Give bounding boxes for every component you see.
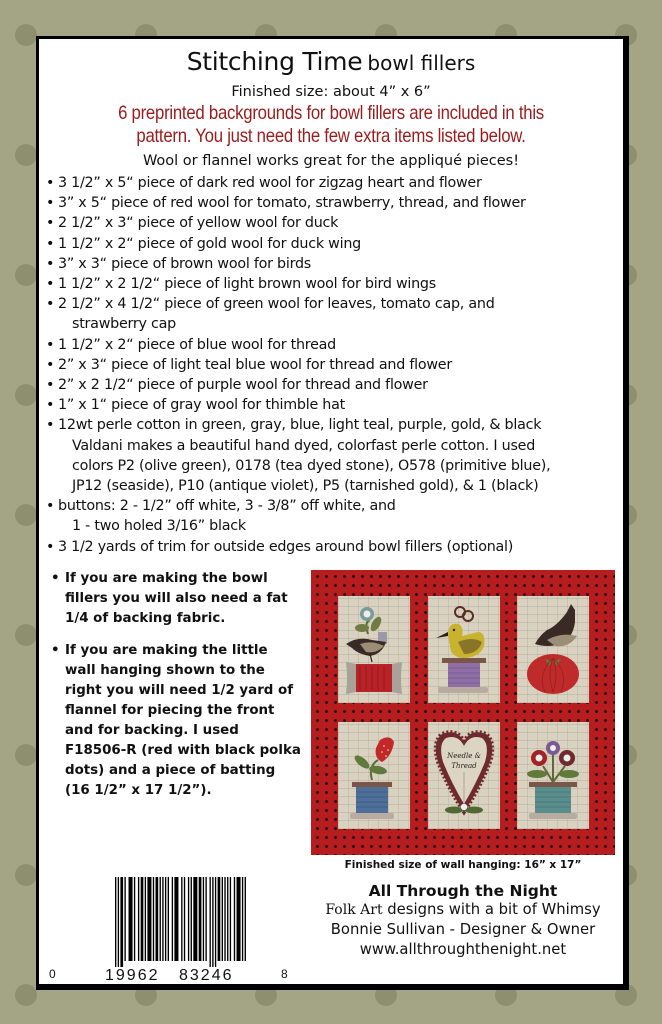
backing-notes bbox=[51, 569, 301, 813]
materials-item bbox=[46, 415, 621, 496]
materials-item-continuation: 1 - two holed 3/16” black bbox=[72, 518, 246, 535]
barcode-bar bbox=[191, 877, 192, 961]
barcode-bar bbox=[120, 877, 123, 967]
materials-item-text: buttons: 2 - 1/2” off white, 3 - 3/8” off white, and bbox=[58, 498, 396, 515]
bird-icon bbox=[346, 639, 386, 662]
materials-item-text: 3 1/2 yards of trim for outside edges around bowl fillers (optional) bbox=[58, 538, 514, 555]
backing-note: • If you are making the bowl fillers you will also need a fat 1/4 of backing fabric. bbox=[51, 569, 301, 629]
quilt-block-flowers-teal-spool bbox=[517, 722, 589, 829]
duck-icon bbox=[436, 624, 484, 658]
background-dot bbox=[15, 384, 37, 406]
barcode-bar bbox=[205, 877, 206, 961]
designer-credit: Bonnie Sullivan - Designer & Owner bbox=[330, 921, 596, 938]
barcode-bar bbox=[222, 877, 223, 961]
brand-tagline bbox=[311, 900, 615, 920]
barcode-bar bbox=[138, 877, 139, 961]
barcode-bar bbox=[184, 877, 185, 961]
materials-item-text: 3” x 5“ piece of red wool for tomato, strawberry, thread, and flower bbox=[58, 195, 526, 212]
website-link[interactable]: www.allthroughthenight.net bbox=[359, 941, 567, 958]
materials-item bbox=[46, 395, 621, 415]
background-dot bbox=[15, 264, 37, 286]
barcode-digit-right: 8 bbox=[281, 967, 288, 981]
barcode-bar bbox=[145, 877, 146, 961]
background-dot bbox=[15, 24, 37, 46]
red-spool-icon bbox=[346, 662, 402, 694]
bird-icon bbox=[535, 604, 577, 646]
barcode-bar bbox=[156, 877, 159, 961]
page-title bbox=[39, 47, 623, 76]
backing-note: • If you are making the little wall hanging shown to the right you will need 1/2 yard of flannel for piecing the front and for backing. I used F18506-R (red with black polka dots) and a piece of batting (16 1/2” x 17 1/2”). bbox=[51, 641, 301, 801]
wool-note: Wool or flannel works great for the appliqué pieces! bbox=[142, 153, 520, 169]
barcode-bar bbox=[153, 877, 154, 961]
strawberry-icon bbox=[376, 737, 394, 762]
quilt-block-needle-thread-heart bbox=[428, 722, 500, 829]
barcode-bar bbox=[118, 877, 119, 967]
materials-item bbox=[46, 274, 621, 294]
materials-item-text: 1 1/2” x 2“ piece of blue wool for thread bbox=[58, 336, 336, 353]
preprinted-note-line1: 6 preprinted backgrounds for bowl fillers are included in this bbox=[118, 102, 544, 124]
materials-item-text: 3” x 3“ piece of brown wool for birds bbox=[58, 255, 312, 272]
materials-item bbox=[46, 234, 621, 254]
barcode-bar bbox=[210, 877, 211, 967]
flower-icon bbox=[355, 607, 383, 634]
barcode-bar bbox=[115, 877, 116, 967]
materials-item-text: 3 1/2” x 5“ piece of dark red wool for zigzag heart and flower bbox=[58, 175, 482, 191]
background-dot bbox=[15, 744, 37, 766]
quilt-block-duck-purple-spool bbox=[428, 596, 500, 703]
background-dot bbox=[15, 144, 37, 166]
materials-item bbox=[46, 355, 621, 375]
barcode-digit-left: 0 bbox=[49, 967, 56, 981]
preprinted-note-line2: pattern. You just need the few extra items listed below. bbox=[136, 125, 526, 147]
materials-item-text: 2” x 3“ piece of light teal blue wool for thread and flower bbox=[58, 356, 452, 373]
materials-item-text: 1” x 1“ piece of gray wool for thimble hat bbox=[58, 397, 345, 414]
barcode-bar bbox=[141, 877, 144, 961]
materials-item-continuation: strawberry cap bbox=[72, 316, 176, 333]
background-dot bbox=[15, 984, 37, 1006]
materials-item-text: 2 1/2” x 4 1/2“ piece of green wool for leaves, tomato cap, and bbox=[58, 296, 495, 313]
barcode-group-right: 83246 bbox=[179, 967, 234, 984]
brand-name: All Through the Night bbox=[368, 882, 558, 900]
heart-text-line2: Thread bbox=[451, 762, 477, 770]
materials-item-text: 2” x 2 1/2“ piece of purple wool for thread and flower bbox=[58, 377, 428, 394]
scissors-icon bbox=[455, 607, 473, 621]
background-dot bbox=[15, 504, 37, 526]
quilt-block-bird-red-spool bbox=[338, 596, 410, 703]
barcode-bar bbox=[199, 877, 202, 961]
materials-item-continuation: Valdani makes a beautiful hand dyed, colorfast perle cotton. I used colors P2 (olive green), 0178 (tea dyed stone), O578 (primitive blue), JP12 (seaside), P10 (antique violet), P5 (tarnished gold), & 1 (black) bbox=[72, 437, 551, 495]
barcode-bar bbox=[160, 877, 161, 961]
barcode-bar bbox=[245, 877, 246, 961]
barcode-bar bbox=[124, 877, 125, 961]
materials-item bbox=[46, 294, 621, 334]
tomato-icon bbox=[527, 654, 579, 694]
materials-item bbox=[46, 496, 621, 536]
barcode-bar bbox=[230, 877, 231, 961]
upc-barcode bbox=[75, 877, 275, 967]
wall-hanging-caption: Finished size of wall hanging: 16” x 17” bbox=[344, 859, 582, 871]
materials-item-text: 1 1/2” x 2 1/2“ piece of light brown wool for bird wings bbox=[58, 276, 436, 293]
purple-spool-icon bbox=[438, 658, 488, 693]
quilt-block-strawberry-blue-spool bbox=[338, 722, 410, 829]
barcode-bar bbox=[188, 877, 189, 961]
barcode-bar bbox=[147, 877, 151, 961]
finished-size: Finished size: about 4” x 6” bbox=[231, 84, 431, 100]
barcode-bar bbox=[168, 877, 169, 961]
barcode-bar bbox=[134, 877, 135, 961]
barcode-bar bbox=[224, 877, 225, 961]
barcode-bar bbox=[129, 877, 133, 961]
barcode-bar bbox=[227, 877, 228, 961]
barcode-bar bbox=[234, 877, 235, 961]
barcode-bar bbox=[237, 877, 241, 961]
title-sub: bowl fillers bbox=[367, 51, 476, 75]
background-dot bbox=[15, 864, 37, 886]
preprinted-note bbox=[80, 102, 582, 148]
barcode-bar bbox=[203, 877, 204, 961]
materials-item-text: 2 1/2” x 3“ piece of yellow wool for duck bbox=[58, 215, 339, 232]
materials-item-text: 1 1/2” x 2“ piece of gold wool for duck wing bbox=[58, 235, 361, 252]
background-dot bbox=[15, 624, 37, 646]
barcode-bar bbox=[172, 877, 173, 961]
barcode-bar bbox=[165, 877, 166, 961]
barcode-bar bbox=[215, 877, 216, 967]
quilt-block-bird-tomato bbox=[517, 596, 589, 703]
materials-item bbox=[46, 375, 621, 395]
button-icon bbox=[461, 804, 468, 811]
blue-spool-icon bbox=[350, 782, 394, 819]
materials-item bbox=[46, 335, 621, 355]
barcode-bar bbox=[218, 877, 221, 961]
barcode-bar bbox=[162, 877, 163, 961]
barcode-group-left: 19962 bbox=[105, 967, 160, 984]
materials-item bbox=[46, 537, 621, 557]
barcode-bar bbox=[242, 877, 243, 961]
tagline-rest: designs with a bit of Whimsy bbox=[382, 901, 601, 918]
materials-item bbox=[46, 173, 621, 193]
materials-item bbox=[46, 213, 621, 233]
heart-text-line1: Needle & bbox=[447, 752, 481, 760]
title-main: Stitching Time bbox=[186, 47, 363, 76]
barcode-bar bbox=[212, 877, 213, 967]
barcode-bar bbox=[193, 877, 197, 961]
materials-list bbox=[46, 173, 621, 557]
barcode-bar bbox=[181, 877, 182, 961]
materials-item bbox=[46, 193, 621, 213]
teal-spool-icon bbox=[529, 782, 577, 819]
barcode-bar bbox=[174, 877, 178, 961]
brand-block bbox=[311, 882, 615, 960]
tagline-prefix: Folk Art bbox=[325, 902, 383, 918]
wall-hanging-photo bbox=[311, 570, 615, 855]
pattern-back-panel bbox=[36, 36, 629, 990]
flowers-icon bbox=[527, 741, 579, 782]
materials-item-text: 12wt perle cotton in green, gray, blue, light teal, purple, gold, & black bbox=[58, 417, 542, 434]
materials-item bbox=[46, 254, 621, 274]
